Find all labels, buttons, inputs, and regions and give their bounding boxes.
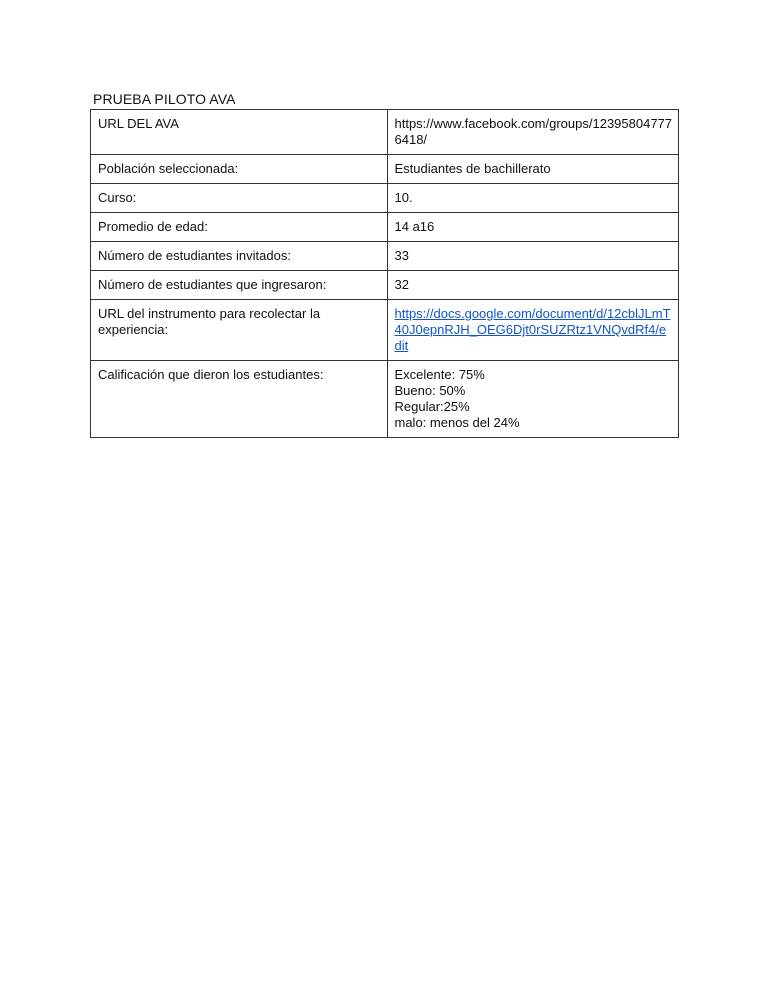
table-row [91,155,679,184]
instrument-url-link[interactable]: https://docs.google.com/document/d/12cblJLmT40J0epnRJH_OEG6Djt0rSUZRtz1VNQvdRf4/edit [394,306,671,353]
row-value: Estudiantes de bachillerato [387,155,679,184]
rating-excellent: Excelente: 75% [394,367,485,382]
row-value-cell [387,300,679,361]
table-row [91,242,679,271]
row-label: URL del instrumento para recolectar la experiencia: [91,300,388,361]
row-value: 14 a16 [387,213,679,242]
row-value: 10. [387,184,679,213]
row-label: Promedio de edad: [91,213,388,242]
row-label: Población seleccionada: [91,155,388,184]
row-label: Número de estudiantes invitados: [91,242,388,271]
table-row [91,361,679,438]
rating-bad: malo: menos del 24% [394,415,520,430]
rating-good: Bueno: 50% [394,383,466,398]
row-label: Calificación que dieron los estudiantes: [91,361,388,438]
row-label: Número de estudiantes que ingresaron: [91,271,388,300]
row-value: 33 [387,242,679,271]
row-value: 32 [387,271,679,300]
document-title: PRUEBA PILOTO AVA [93,91,236,107]
table-row [91,300,679,361]
table-row [91,184,679,213]
table-row [91,110,679,155]
row-label: Curso: [91,184,388,213]
row-label: URL DEL AVA [91,110,388,155]
table-row [91,213,679,242]
row-value: https://www.facebook.com/groups/123958047776418/ [387,110,679,155]
rating-regular: Regular:25% [394,399,470,414]
table-row [91,271,679,300]
ratings-cell [387,361,679,438]
pilot-test-table [90,109,679,438]
